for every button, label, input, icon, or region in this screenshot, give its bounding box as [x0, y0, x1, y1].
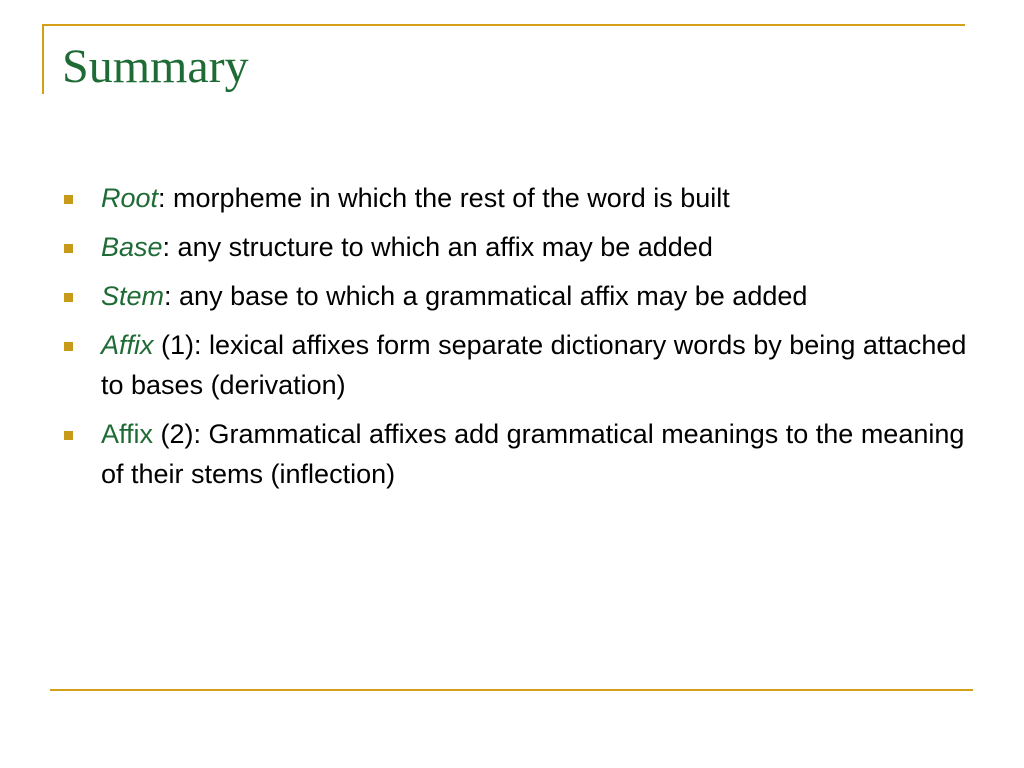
- definition-base: : any structure to which an affix may be added: [162, 232, 713, 262]
- term-affix-2: Affix: [101, 419, 154, 449]
- square-bullet-icon: [64, 244, 73, 253]
- term-stem: Stem: [101, 281, 165, 311]
- square-bullet-icon: [64, 195, 73, 204]
- term-base: Base: [101, 232, 163, 262]
- bullet-root: [62, 178, 972, 218]
- bullet-affix-2: [62, 414, 972, 494]
- decorative-vertical-line: [42, 24, 44, 94]
- definition-affix-2: (2): Grammatical affixes add grammatical meanings to the meaning of their stems (inflection): [101, 419, 965, 489]
- bullet-base: [62, 227, 972, 267]
- definition-stem: : any base to which a grammatical affix may be added: [164, 281, 808, 311]
- definition-affix-1: (1): lexical affixes form separate dictionary words by being attached to bases (derivation): [101, 330, 967, 400]
- square-bullet-icon: [64, 342, 73, 351]
- bullet-affix-1: [62, 325, 972, 405]
- bullet-stem: [62, 276, 972, 316]
- term-root: Root: [101, 183, 159, 213]
- decorative-top-line: [42, 24, 965, 26]
- slide-title: Summary: [62, 40, 249, 93]
- decorative-bottom-line: [50, 689, 973, 691]
- bullet-list: [62, 178, 972, 503]
- definition-root: : morpheme in which the rest of the word is built: [158, 183, 730, 213]
- square-bullet-icon: [64, 431, 73, 440]
- term-affix-1: Affix: [101, 330, 154, 360]
- square-bullet-icon: [64, 293, 73, 302]
